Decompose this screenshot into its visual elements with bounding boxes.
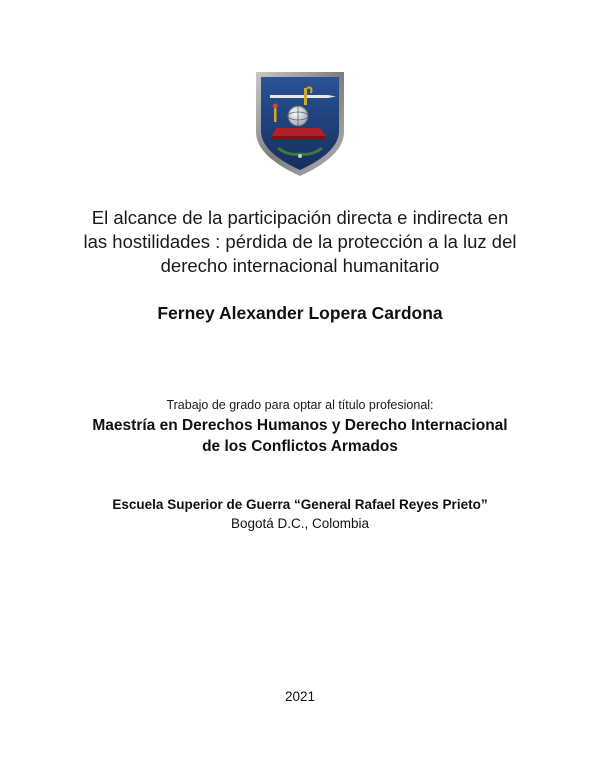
author-name: Ferney Alexander Lopera Cardona <box>157 303 443 323</box>
institution-name: Escuela Superior de Guerra “General Rafael Reyes Prieto” <box>112 497 488 512</box>
degree-name <box>40 415 560 457</box>
thesis-title <box>40 206 560 278</box>
thesis-title-line: El alcance de la participación directa e indirecta en <box>91 207 509 228</box>
thesis-title-line: derecho internacional humanitario <box>160 255 440 276</box>
degree-name-line: Maestría en Derechos Humanos y Derecho Internacional <box>92 417 508 434</box>
thesis-title-line: las hostilidades : pérdida de la protección a la luz del <box>83 231 517 252</box>
degree-name-line: de los Conflictos Armados <box>202 438 398 455</box>
degree-intro: Trabajo de grado para optar al título profesional: <box>166 398 434 412</box>
publication-year: 2021 <box>284 689 316 704</box>
institution-city: Bogotá D.C., Colombia <box>230 516 370 531</box>
institution-crest-icon <box>252 70 348 178</box>
